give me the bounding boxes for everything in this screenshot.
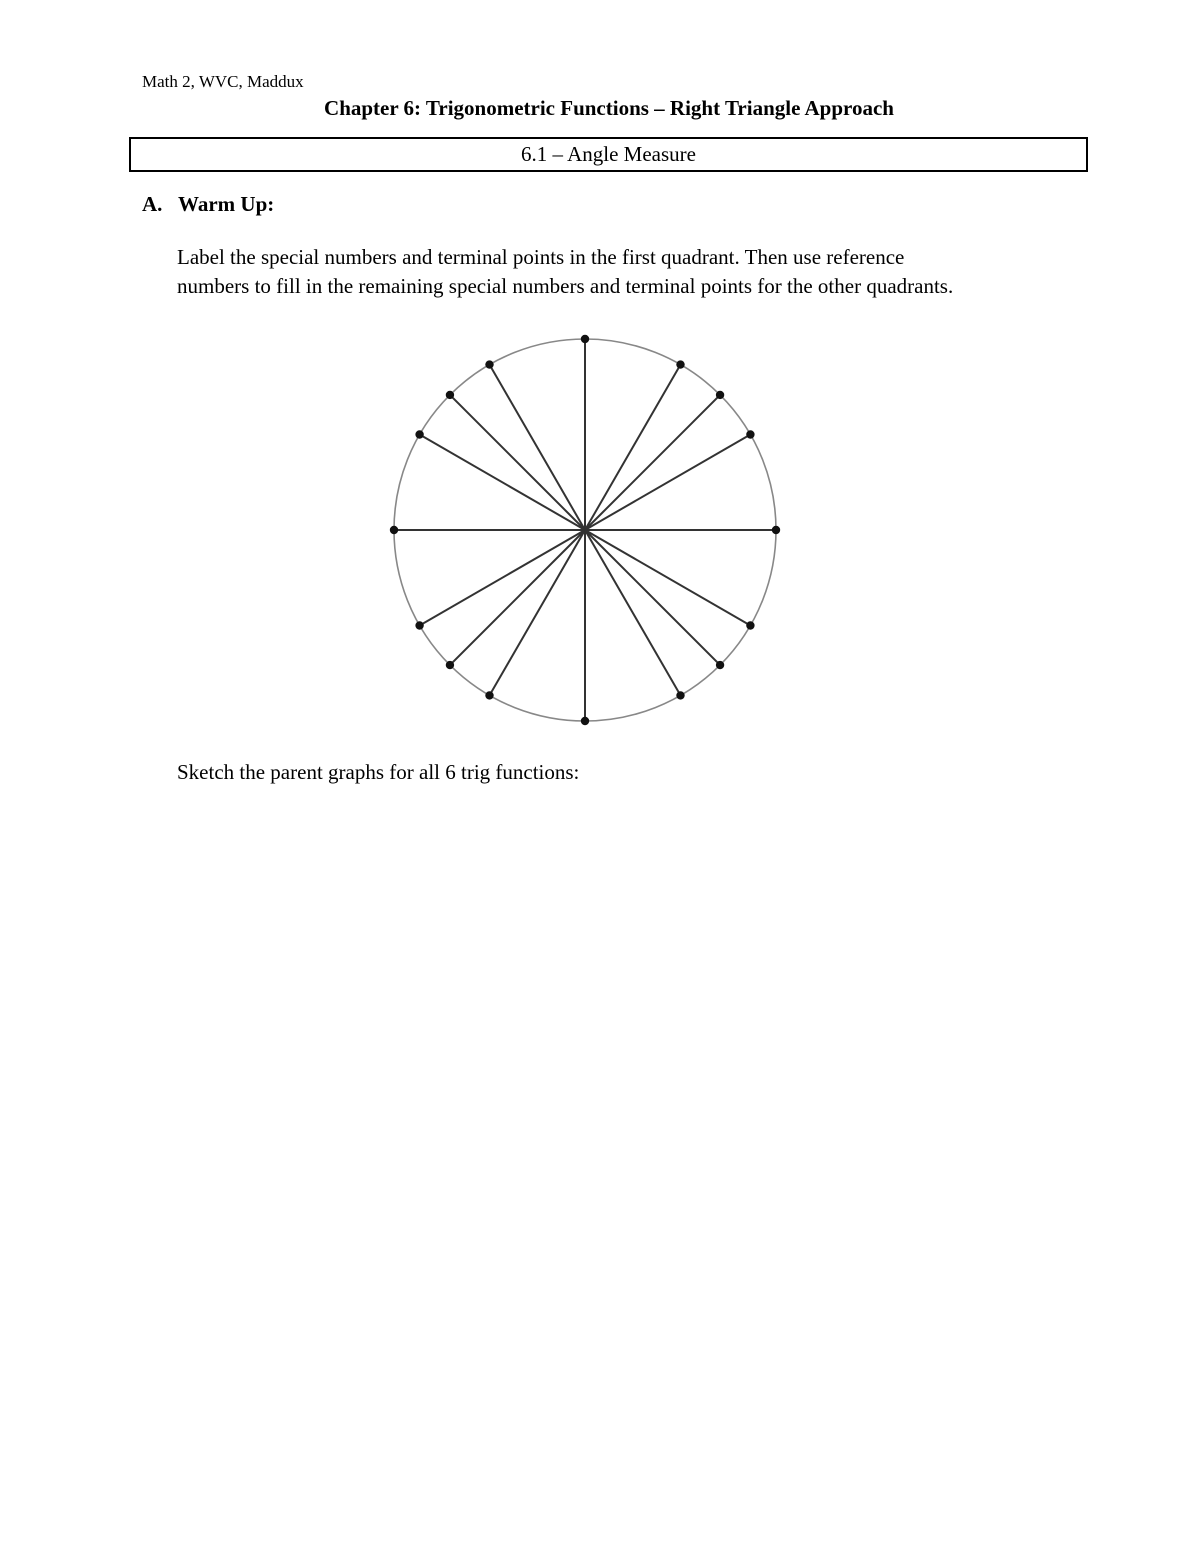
part-a-heading: [142, 191, 274, 217]
spoke-150: [420, 435, 585, 531]
spoke-210: [420, 530, 585, 626]
spoke-300: [585, 530, 681, 695]
spoke-30: [585, 435, 750, 531]
part-a-title: Warm Up:: [178, 192, 275, 216]
terminal-point-150: [415, 430, 423, 438]
terminal-point-270: [581, 717, 589, 725]
spoke-315: [585, 530, 720, 665]
terminal-point-30: [746, 430, 754, 438]
instructions-line-2: numbers to fill in the remaining special numbers and terminal points for the other quadrants.: [177, 274, 954, 298]
terminal-point-120: [485, 360, 493, 368]
terminal-point-45: [716, 391, 724, 399]
terminal-point-300: [676, 691, 684, 699]
terminal-point-0: [772, 526, 780, 534]
instructions-line-1: Label the special numbers and terminal points in the first quadrant. Then use reference: [177, 245, 905, 269]
terminal-point-330: [746, 621, 754, 629]
spoke-45: [585, 395, 720, 530]
chapter-title: Chapter 6: Trigonometric Functions – Right Triangle Approach: [324, 96, 894, 120]
spoke-120: [490, 365, 586, 530]
terminal-point-315: [716, 661, 724, 669]
section-title: 6.1 – Angle Measure: [129, 137, 1088, 172]
warm-up-instructions: [177, 243, 1077, 301]
terminal-point-240: [485, 691, 493, 699]
spoke-135: [450, 395, 585, 530]
unit-circle-diagram: [380, 325, 790, 735]
sketch-graphs-prompt: Sketch the parent graphs for all 6 trig functions:: [177, 760, 580, 784]
terminal-point-225: [446, 661, 454, 669]
terminal-point-180: [390, 526, 398, 534]
spoke-60: [585, 365, 681, 530]
terminal-point-135: [446, 391, 454, 399]
spoke-330: [585, 530, 750, 626]
terminal-point-90: [581, 335, 589, 343]
spoke-225: [450, 530, 585, 665]
part-a-label: A.: [142, 192, 163, 216]
course-line: Math 2, WVC, Maddux: [142, 72, 304, 91]
terminal-point-210: [415, 621, 423, 629]
spoke-240: [490, 530, 586, 695]
terminal-point-60: [676, 360, 684, 368]
